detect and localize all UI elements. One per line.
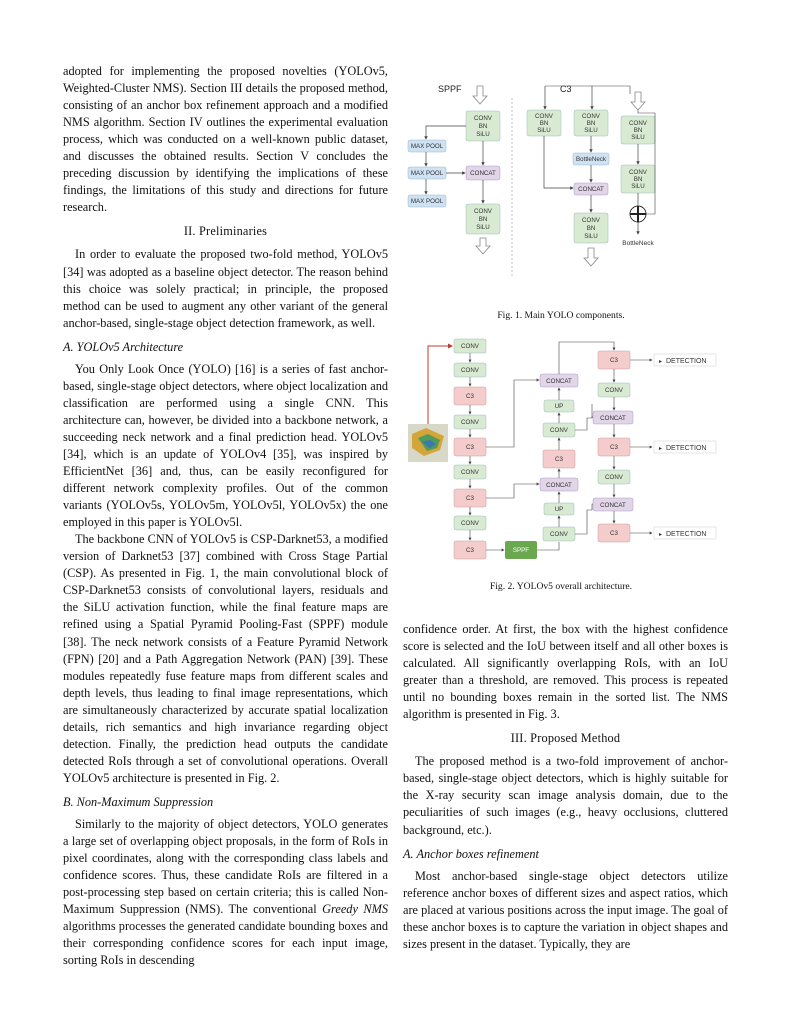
fig2-bb-conv-2-label: CONV [461,367,479,374]
section-heading-preliminaries: II. Preliminaries [183,224,268,239]
fig1-input-arrow-c3 [631,92,645,110]
fig1-sppf-conv-bottom-l3: SiLU [476,224,490,231]
subsection-heading-anchor-refinement: A. Anchor boxes refinement [403,846,539,861]
fig1-c3-conv-bottom-l1: CONV [582,217,600,224]
fig2-head-conv-2-label: CONV [605,474,623,481]
fig2-head-c3-1-label: C3 [610,357,618,364]
fig2-bb-conv-1-label: CONV [461,343,479,350]
fig2-head-concat-1-label: CONCAT [600,415,626,422]
fig2-bb-c3-1-label: C3 [466,393,474,400]
nms-continuation-paragraph: confidence order. At first, the box with the highest confidence score is selected and the IoU between itself and all other boxes is calculated. All significantly overlapping RoIs, with an IoU greater than a threshold, are removed. This process is repeated until no bounding boxes remain in the sorted list. The NMS algorithm is presented in Fig. 3. [403,622,728,722]
subsection-heading-yolov5: A. YOLOv5 Architecture [63,339,184,354]
fig2-bb-conv-3-label: CONV [461,419,479,426]
fig2-detection-1-arrow: ▸ [659,359,663,365]
fig1-c3-concat-label: CONCAT [578,186,604,193]
fig2-sppf-label: SPPF [512,547,530,554]
figure-1 [402,78,720,300]
fig2-bb-c3-4-label: C3 [466,547,474,554]
fig1-sppf-conv-bottom-l2: BN [478,216,488,223]
fig1-c3-conv-right-l2: BN [586,120,596,127]
fig1-bn-conv-bottom-l3: SiLU [631,183,645,190]
fig2-neck-conv-2-label: CONV [550,531,568,538]
fig2-detection-1 [654,354,716,366]
fig1-sppf-concat-label: CONCAT [470,170,496,177]
fig2-detection-2-arrow: ▸ [659,446,663,452]
fig1-maxpool-1-label: MAX POOL [410,143,444,150]
fig1-sppf-conv-bottom-l1: CONV [474,208,492,215]
proposed-method-paragraph: The proposed method is a two-fold improvement of anchor-based, single-stage object detectors, which is highly suitable for the X-ray security scan image analysis domain, due to the peculiarities of such images (e.g., heavy occlusions, cluttered background, etc.). [403,754,728,837]
fig1-add-icon [630,206,646,222]
fig1-maxpool-3-label: MAX POOL [410,198,444,205]
fig2-input-image [408,424,448,462]
fig2-neck-up-2-label: UP [554,506,564,513]
nms-paragraph [63,816,388,969]
fig1-bn-conv-bottom-l1: CONV [629,169,647,176]
fig2-detection-2-label: DETECTION [666,445,707,452]
fig2-head-concat-2-label: CONCAT [600,502,626,509]
fig2-detection-2 [654,441,716,453]
fig1-c3-conv-left-l3: SiLU [537,127,551,134]
subsection-heading-nms: B. Non-Maximum Suppression [63,794,214,809]
fig1-output-arrow-c3 [584,248,598,266]
greedy-nms-emphasis: Greedy NMS [322,902,388,917]
fig1-bn-conv-top-l3: SiLU [631,134,645,141]
fig2-head-conv-1-label: CONV [605,387,623,394]
fig2-bb-c3-3-label: C3 [466,495,474,502]
fig2-neck-up-1-label: UP [554,403,564,410]
fig1-bn-conv-top-l1: CONV [629,120,647,127]
fig2-neck-conv-1-label: CONV [550,427,568,434]
fig2-caption: Fig. 2. YOLOv5 overall architecture. [489,581,633,592]
fig1-sppf-conv-top-l1: CONV [474,115,492,122]
right-column [403,621,728,953]
fig1-c3-conv-left-l1: CONV [535,113,553,120]
fig2-neck-concat-2-label: CONCAT [546,482,572,489]
fig1-bottleneck-box-label: BottleNeck [576,156,606,163]
fig1-c3-conv-bottom-l2: BN [586,225,596,232]
yolov5-paragraph-1: You Only Look Once (YOLO) [16] is a series of fast anchor-based, single-stage object detectors, where object localization and classification are performed using a single CNN. This architecture can, however, be divided into a backbone network, a succeeding neck network and a final prediction head. YOLOv5 [34], which is an update of YOLOv4 [35], was inspired by EfficientNet [36] and, thus, can be easily reconfigured for different network complexity profiles. Out of the common variants (YOLOv5s, YOLOv5m, YOLOv5l, YOLOv5x) the one employed in this paper is YOLOv5l. [63,361,388,530]
fig1-maxpool-2-label: MAX POOL [410,170,444,177]
nms-text-b: algorithms processes the generated candidate bounding boxes and their corresponding confidence scores for each input image, sorting RoIs in descending [63,919,388,968]
fig2-bb-conv-5-label: CONV [461,520,479,527]
fig2-detection-3 [654,527,716,539]
section-heading-proposed-method: III. Proposed Method [510,731,621,746]
fig1-sppf-conv-top-l3: SiLU [476,131,490,138]
fig1-c3-conv-right-l3: SiLU [584,127,598,134]
fig2-neck-c3-1-label: C3 [555,456,563,463]
fig1-c3-conv-left-l2: BN [539,120,549,127]
fig2-bb-c3-2-label: C3 [466,444,474,451]
fig1-c3-title: C3 [560,84,572,94]
fig2-detection-1-label: DETECTION [666,358,707,365]
fig2-detection-3-arrow: ▸ [659,532,663,538]
fig1-caption: Fig. 1. Main YOLO components. [497,310,625,321]
fig2-detection-3-label: DETECTION [666,531,707,538]
yolov5-paragraph-2: The backbone CNN of YOLOv5 is CSP-Darknet53, a modified version of Darknet53 [37] combined with Cross Stage Partial (CSP). As presented in Fig. 1, the main convolutional block of CSP-Darknet53 consists of convolutional layers, residuals and the SiLU activation function, while the final feature maps are refined using a Spatial Pyramid Pooling-Fast (SPPF) module [38]. The neck network consists of a Feature Pyramid Network (FPN) [20] and a Path Aggregation Network (PAN) [39]. These modules repeatedly fuse feature maps from different scales and depth levels, thus leading to final image representations, which are simultaneously characterized by accurate spatial localization details, rich semantics and high invariance regarding object detection. Finally, the prediction head outputs the candidate detected RoIs through a set of convolutional operations. Overall YOLOv5 architecture is presented in Fig. 2. [63,532,388,785]
fig2-bb-conv-4-label: CONV [461,469,479,476]
fig1-input-arrow-sppf [473,86,487,104]
fig2-neck-concat-1-label: CONCAT [546,378,572,385]
fig1-c3-conv-right-l1: CONV [582,113,600,120]
intro-paragraph: adopted for implementing the proposed novelties (YOLOv5, Weighted-Cluster NMS). Section III details the proposed method, consisting of an anchor box refinement approach and a modified NMS algorithm. Section IV outlines the experimental evaluation process, which was conducted on a well-known public dataset, and discusses the obtained results. Section V concludes the preceding discussion by identifying the implications of these findings, the limitations of this study and directions for future research. [63,64,388,215]
fig1-bn-conv-bottom-l2: BN [633,176,643,183]
fig1-bn-conv-top-l2: BN [633,127,643,134]
anchor-refinement-paragraph: Most anchor-based single-stage object detectors utilize reference anchor boxes of different sizes and aspect ratios, which are placed at various positions across the input image. The goal of these anchor boxes is to capture the variation in object shapes and sizes present in the dataset. Typically, they are [403,868,728,951]
fig1-sppf-title: SPPF [438,84,462,94]
figure-2 [402,334,720,570]
fig1-output-arrow-sppf [476,238,490,254]
fig2-head-c3-2-label: C3 [610,444,618,451]
left-column [63,63,388,969]
fig1-sppf-conv-top-l2: BN [478,123,488,130]
nms-text-a: Similarly to the majority of object detectors, YOLO generates a large set of overlapping object proposals, in the form of RoIs in pixel coordinates, along with the corresponding class labels and confidence scores. Thus, these candidate RoIs are filtered in a post-processing step based on certain criteria; this is called Non-Maximum Suppression (NMS). The conventional [63,816,388,917]
fig2-head-c3-3-label: C3 [610,530,618,537]
fig1-c3-conv-bottom-l3: SiLU [584,233,598,240]
fig1-bottleneck-label: BottleNeck [622,240,654,247]
preliminaries-paragraph: In order to evaluate the proposed two-fold method, YOLOv5 [34] was adopted as a baseline object detector. The reason behind this choice was solely practical; in principle, the proposed method can be used to augment any other variant of the general anchor-based, single-stage object detection framework, as well. [63,247,388,330]
